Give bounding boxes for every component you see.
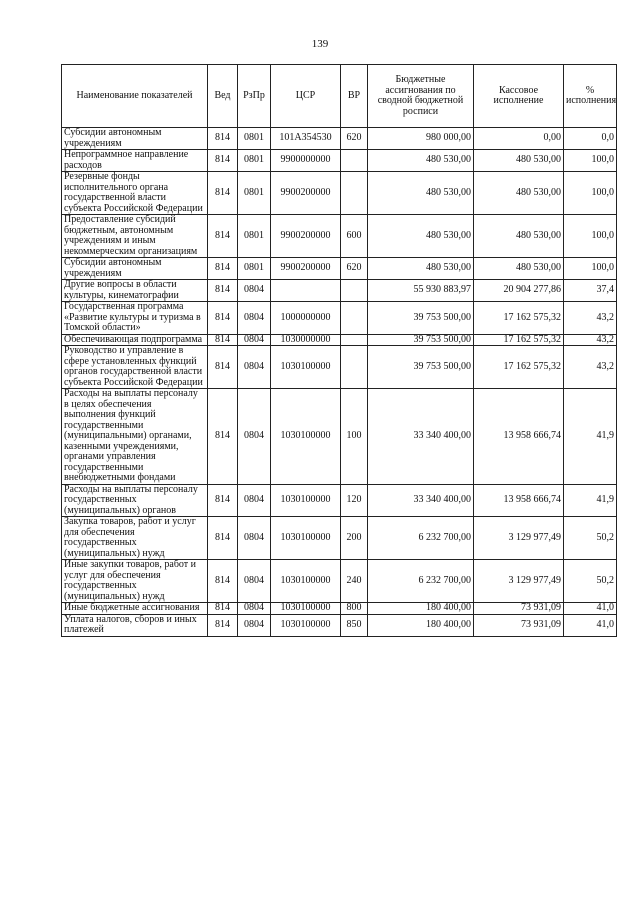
row-budget: 33 340 400,00 (368, 484, 474, 517)
row-vr (341, 302, 368, 335)
row-budget: 39 753 500,00 (368, 334, 474, 346)
row-name: Расходы на выплаты персоналу государственных (муниципальных) органов (62, 484, 208, 517)
header-name: Наименование показателей (62, 65, 208, 128)
row-percent: 41,0 (564, 603, 617, 615)
row-name: Уплата налогов, сборов и иных платежей (62, 614, 208, 636)
row-vr: 200 (341, 517, 368, 560)
header-percent: % исполнения (564, 65, 617, 128)
row-vr (341, 150, 368, 172)
table-body (62, 128, 617, 637)
row-percent: 100,0 (564, 258, 617, 280)
row-ved: 814 (208, 603, 238, 615)
row-csr: 101A354530 (271, 128, 341, 150)
row-vr (341, 280, 368, 302)
row-rzpr: 0804 (238, 614, 271, 636)
row-ved: 814 (208, 128, 238, 150)
row-name: Иные бюджетные ассигнования (62, 603, 208, 615)
row-name: Непрограммное направление расходов (62, 150, 208, 172)
row-budget: 480 530,00 (368, 150, 474, 172)
row-vr: 850 (341, 614, 368, 636)
row-rzpr: 0801 (238, 258, 271, 280)
row-rzpr: 0801 (238, 172, 271, 215)
row-ved: 814 (208, 258, 238, 280)
row-rzpr: 0804 (238, 334, 271, 346)
row-budget: 33 340 400,00 (368, 389, 474, 485)
row-percent: 43,2 (564, 302, 617, 335)
row-cash: 13 958 666,74 (474, 389, 564, 485)
row-ved: 814 (208, 614, 238, 636)
row-ved: 814 (208, 346, 238, 389)
row-vr: 620 (341, 128, 368, 150)
table-row (62, 389, 617, 485)
row-rzpr: 0804 (238, 389, 271, 485)
row-percent: 41,9 (564, 389, 617, 485)
row-rzpr: 0801 (238, 215, 271, 258)
row-cash: 17 162 575,32 (474, 302, 564, 335)
row-percent: 100,0 (564, 172, 617, 215)
row-name: Резервные фонды исполнительного органа государственной власти субъекта Российской Федерации (62, 172, 208, 215)
row-csr: 1030100000 (271, 389, 341, 485)
row-budget: 6 232 700,00 (368, 517, 474, 560)
row-rzpr: 0804 (238, 302, 271, 335)
row-vr (341, 346, 368, 389)
page-number: 139 (311, 38, 329, 50)
table-row (62, 603, 617, 615)
row-name: Расходы на выплаты персоналу в целях обеспечения выполнения функций государственными (муниципальными) органами, казенными учреждениями, органами управления государственными внебюджетными фондами (62, 389, 208, 485)
row-percent: 41,0 (564, 614, 617, 636)
row-cash: 480 530,00 (474, 150, 564, 172)
row-csr: 9900000000 (271, 150, 341, 172)
row-name: Предоставление субсидий бюджетным, автономным учреждениям и иным некоммерческим организациям (62, 215, 208, 258)
row-csr: 9900200000 (271, 215, 341, 258)
header-csr: ЦСР (271, 65, 341, 128)
row-ved: 814 (208, 280, 238, 302)
row-budget: 180 400,00 (368, 614, 474, 636)
row-csr: 1030100000 (271, 346, 341, 389)
table-header-row (62, 65, 617, 128)
row-cash: 3 129 977,49 (474, 517, 564, 560)
row-csr: 1030100000 (271, 484, 341, 517)
row-cash: 17 162 575,32 (474, 346, 564, 389)
row-vr: 120 (341, 484, 368, 517)
row-cash: 73 931,09 (474, 603, 564, 615)
row-cash: 20 904 277,86 (474, 280, 564, 302)
row-vr: 620 (341, 258, 368, 280)
header-rzpr: РзПр (238, 65, 271, 128)
row-rzpr: 0804 (238, 280, 271, 302)
row-percent: 43,2 (564, 334, 617, 346)
row-name: Другие вопросы в области культуры, кинематографии (62, 280, 208, 302)
row-ved: 814 (208, 484, 238, 517)
row-budget: 480 530,00 (368, 258, 474, 280)
header-cash: Кассовое исполнение (474, 65, 564, 128)
row-rzpr: 0804 (238, 517, 271, 560)
row-rzpr: 0804 (238, 484, 271, 517)
row-name: Субсидии автономным учреждениям (62, 258, 208, 280)
row-percent: 43,2 (564, 346, 617, 389)
row-csr: 9900200000 (271, 172, 341, 215)
row-rzpr: 0801 (238, 150, 271, 172)
row-budget: 55 930 883,97 (368, 280, 474, 302)
row-cash: 480 530,00 (474, 172, 564, 215)
row-percent: 100,0 (564, 215, 617, 258)
row-vr (341, 334, 368, 346)
row-cash: 480 530,00 (474, 215, 564, 258)
table-row (62, 334, 617, 346)
row-budget: 39 753 500,00 (368, 302, 474, 335)
header-budget: Бюджетные ассигнования по сводной бюджетной росписи (368, 65, 474, 128)
row-csr: 1030100000 (271, 517, 341, 560)
row-csr: 1030000000 (271, 334, 341, 346)
row-percent: 100,0 (564, 150, 617, 172)
row-rzpr: 0804 (238, 603, 271, 615)
table-row (62, 614, 617, 636)
row-vr: 800 (341, 603, 368, 615)
table-row (62, 172, 617, 215)
header-ved: Вед (208, 65, 238, 128)
row-csr: 1030100000 (271, 614, 341, 636)
row-csr: 9900200000 (271, 258, 341, 280)
row-csr: 1030100000 (271, 560, 341, 603)
row-budget: 39 753 500,00 (368, 346, 474, 389)
row-budget: 6 232 700,00 (368, 560, 474, 603)
row-budget: 980 000,00 (368, 128, 474, 150)
row-csr: 1000000000 (271, 302, 341, 335)
row-rzpr: 0804 (238, 346, 271, 389)
row-vr (341, 172, 368, 215)
header-vr: ВР (341, 65, 368, 128)
row-name: Руководство и управление в сфере установленных функций органов государственной власти субъекта Российской Федерации (62, 346, 208, 389)
row-name: Государственная программа «Развитие культуры и туризма в Томской области» (62, 302, 208, 335)
row-name: Иные закупки товаров, работ и услуг для обеспечения государственных (муниципальных) нужд (62, 560, 208, 603)
table-row (62, 150, 617, 172)
row-percent: 0,0 (564, 128, 617, 150)
table-row (62, 280, 617, 302)
row-name: Обеспечивающая подпрограмма (62, 334, 208, 346)
row-vr: 100 (341, 389, 368, 485)
table-row (62, 346, 617, 389)
row-cash: 3 129 977,49 (474, 560, 564, 603)
row-ved: 814 (208, 517, 238, 560)
row-ved: 814 (208, 215, 238, 258)
table-row (62, 560, 617, 603)
row-csr (271, 280, 341, 302)
row-ved: 814 (208, 150, 238, 172)
budget-execution-table (61, 64, 617, 637)
row-ved: 814 (208, 334, 238, 346)
row-percent: 41,9 (564, 484, 617, 517)
table-row (62, 128, 617, 150)
row-ved: 814 (208, 560, 238, 603)
row-budget: 480 530,00 (368, 172, 474, 215)
row-cash: 480 530,00 (474, 258, 564, 280)
row-percent: 37,4 (564, 280, 617, 302)
table-row (62, 517, 617, 560)
row-name: Субсидии автономным учреждениям (62, 128, 208, 150)
table-row (62, 302, 617, 335)
row-ved: 814 (208, 172, 238, 215)
row-csr: 1030100000 (271, 603, 341, 615)
row-rzpr: 0804 (238, 560, 271, 603)
row-cash: 17 162 575,32 (474, 334, 564, 346)
row-cash: 13 958 666,74 (474, 484, 564, 517)
row-percent: 50,2 (564, 560, 617, 603)
row-cash: 73 931,09 (474, 614, 564, 636)
row-budget: 180 400,00 (368, 603, 474, 615)
row-ved: 814 (208, 302, 238, 335)
table-row (62, 484, 617, 517)
row-rzpr: 0801 (238, 128, 271, 150)
row-ved: 814 (208, 389, 238, 485)
row-percent: 50,2 (564, 517, 617, 560)
table-row (62, 215, 617, 258)
row-vr: 600 (341, 215, 368, 258)
row-vr: 240 (341, 560, 368, 603)
row-cash: 0,00 (474, 128, 564, 150)
row-name: Закупка товаров, работ и услуг для обеспечения государственных (муниципальных) нужд (62, 517, 208, 560)
row-budget: 480 530,00 (368, 215, 474, 258)
table-row (62, 258, 617, 280)
